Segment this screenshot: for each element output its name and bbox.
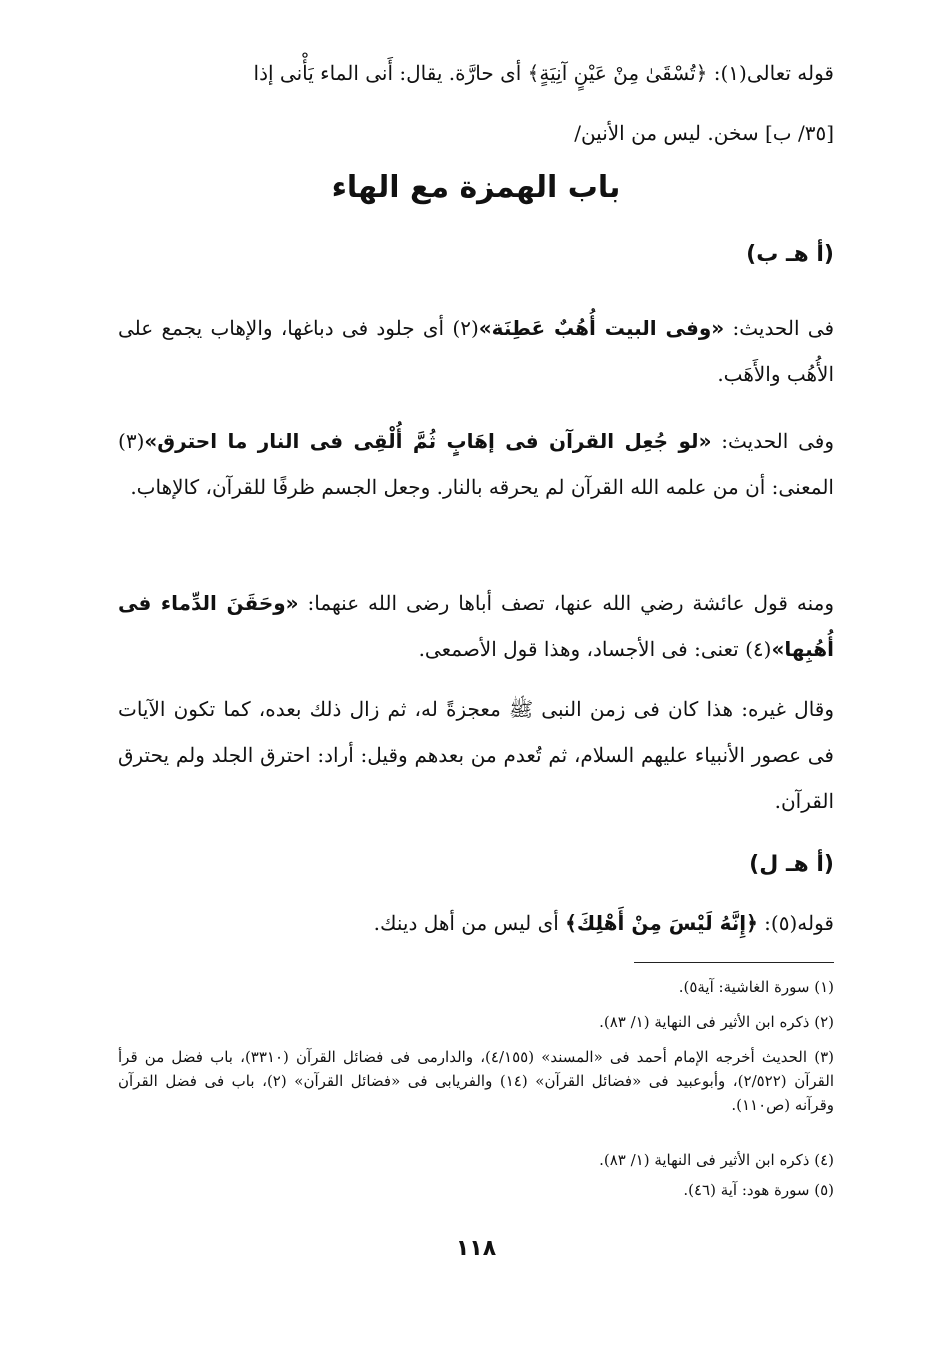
footnote-divider xyxy=(634,962,834,963)
hadith-quote: «وحَقَنَ الدِّماء فى أُهُبِها» xyxy=(118,591,834,661)
paragraph-ahb-2 xyxy=(118,418,834,510)
section-heading-ahl: (أ هـ ل) xyxy=(749,852,834,877)
paragraph-text: (٢) أى جلود فى دباغها، والإهاب يجمع على الأُهُب والأَهَب. xyxy=(118,316,834,386)
intro-line-1: قوله تعالى(١): ﴿تُسْقَىٰ مِنْ عَيْنٍ آنِيَةٍ﴾ أى حارَّة. يقال: أَنى الماء يَأْنى إذا xyxy=(253,61,834,85)
footnote-3: (٣) الحديث أخرجه الإمام أحمد فى «المسند» (٤/١٥٥)، والدارمى فى فضائل القرآن (٣٣١٠)، باب فضل من قرأ القرآن (٢/٥٢٢)، وأبوعبيد فى «فضائل القرآن» (١٤) والفريابى فى «فضائل القرآن» (٢)، باب فى فضل القرآن وقرآنه (ص١١٠). xyxy=(118,1048,834,1114)
footnote-1: (١) سورة الغاشية: آية٥). xyxy=(678,978,834,996)
paragraph-text: ومنه قول عائشة رضي الله عنها، تصف أباها رضى الله عنهما: xyxy=(298,591,834,615)
paragraph-text: قوله(٥): xyxy=(757,911,834,935)
paragraph-ahb-3 xyxy=(118,580,834,672)
paragraph-text: (٤) تعنى: فى الأجساد، وهذا قول الأصمعى. xyxy=(418,637,772,661)
paragraph-text: فى الحديث: xyxy=(724,316,835,340)
quran-quote: ﴿إِنَّهُ لَيْسَ مِنْ أَهْلِكَ﴾ xyxy=(565,911,758,935)
intro-line-2: [٣٥/ ب] سخن. ليس من الأنين/ xyxy=(574,121,834,145)
paragraph-text: (٣) المعنى: أن من علمه الله القرآن لم يحرقه بالنار. وجعل الجسم ظرفًا للقرآن، كالإهاب. xyxy=(118,429,834,499)
footnote-5: (٥) سورة هود: آية (٤٦). xyxy=(683,1181,834,1199)
hadith-quote: «وفى البيت أُهُبٌ عَطِنَة» xyxy=(478,316,725,340)
footnote-2: (٢) ذكره ابن الأثير فى النهاية (١/ ٨٣). xyxy=(599,1013,834,1031)
chapter-title: باب الهمزة مع الهاء xyxy=(331,170,621,205)
paragraph-ahl-1 xyxy=(118,900,834,946)
paragraph-ahb-4: وقال غيره: هذا كان فى زمن النبى ﷺ معجزةً له، ثم زال ذلك بعده، كما تكون الآيات فى عصور الأنبياء عليهم السلام، ثم تُعدم من بعدهم وقيل: أراد: احترق الجلد ولم يحترق القرآن. xyxy=(118,697,834,813)
paragraph-ahb-1 xyxy=(118,305,834,397)
footnote-4: (٤) ذكره ابن الأثير فى النهاية (١/ ٨٣). xyxy=(599,1151,834,1169)
paragraph-text: أى ليس من أهل دينك. xyxy=(373,911,566,935)
page-number: ١١٨ xyxy=(455,1236,497,1261)
section-heading-ahb: (أ هـ ب) xyxy=(746,242,834,267)
hadith-quote: «لو جُعِل القرآن فى إهَابٍ ثُمَّ أُلْقِى فى النار ما احترق» xyxy=(144,429,712,453)
paragraph-text: وفى الحديث: xyxy=(711,429,834,453)
